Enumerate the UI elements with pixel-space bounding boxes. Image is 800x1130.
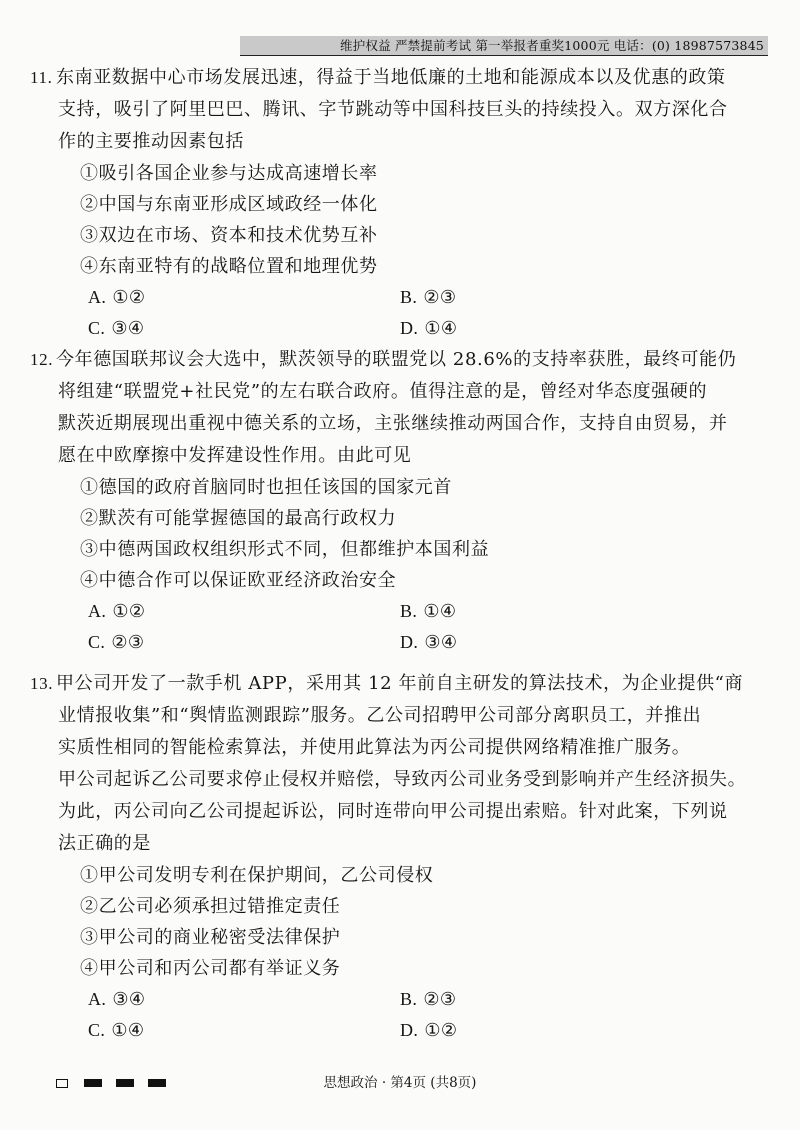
statement: ②默茨有可能掌握德国的最高行政权力 (80, 508, 397, 529)
option-d[interactable]: D. ①② (400, 1020, 458, 1041)
options-row (58, 627, 760, 658)
question-stem-line: 13. 甲公司开发了一款手机 APP，采用其 12 年前自主研发的算法技术，为企业提供“商 (58, 668, 760, 700)
options-row (58, 282, 760, 313)
option-a[interactable]: A. ①② (88, 287, 146, 308)
options-row (58, 984, 760, 1015)
statement: ①吸引各国企业参与达成高速增长率 (80, 163, 378, 184)
option-c[interactable]: C. ③④ (88, 318, 145, 339)
statement: ②中国与东南亚形成区域政经一体化 (80, 194, 378, 215)
scan-marker (84, 1079, 102, 1087)
option-a[interactable]: A. ①② (88, 601, 146, 622)
option-c[interactable]: C. ②③ (88, 632, 145, 653)
statement: ③中德两国政权组织形式不同，但都维护本国利益 (80, 539, 490, 560)
statement: ③双边在市场、资本和技术优势互补 (80, 225, 378, 246)
option-b[interactable]: B. ①④ (400, 601, 457, 622)
question-stem-line: 12. 今年德国联邦议会大选中，默茨领导的联盟党以 28.6%的支持率获胜，最终可能仍 (58, 344, 760, 376)
scan-marker-hollow (56, 1079, 68, 1088)
question-number: 11. (30, 68, 53, 87)
options-row (58, 596, 760, 627)
question-stem-line: 实质性相同的智能检索算法，并使用此算法为丙公司提供网络精准推广服务。 (58, 737, 691, 758)
question-stem-line: 支持，吸引了阿里巴巴、腾讯、字节跳动等中国科技巨头的持续投入。双方深化合 (58, 99, 728, 120)
page-header-banner: 维护权益 严禁提前考试 第一举报者重奖1000元 电话：(0) 18987573845 (240, 36, 768, 56)
statement: ②乙公司必须承担过错推定责任 (80, 896, 341, 917)
options-row (58, 313, 760, 344)
question-13 (30, 668, 760, 1046)
page-footer (0, 1072, 800, 1094)
options-row (58, 1015, 760, 1046)
question-stem-line: 11. 东南亚数据中心市场发展迅速，得益于当地低廉的土地和能源成本以及优惠的政策 (58, 62, 760, 94)
question-number: 13. (30, 674, 54, 693)
statement: ①德国的政府首脑同时也担任该国的国家元首 (80, 477, 452, 498)
option-b[interactable]: B. ②③ (400, 287, 457, 308)
scan-marker (148, 1079, 166, 1087)
statement: ①甲公司发明专利在保护期间，乙公司侵权 (80, 865, 434, 886)
page-number: 思想政治 · 第4页 (共8页) (323, 1075, 477, 1091)
question-stem-line: 作的主要推动因素包括 (58, 131, 244, 152)
question-stem-line: 默茨近期展现出重视中德关系的立场，主张继续推动两国合作，支持自由贸易，并 (58, 413, 728, 434)
question-stem-line: 愿在中欧摩擦中发挥建设性作用。由此可见 (58, 445, 412, 466)
option-d[interactable]: D. ①④ (400, 318, 458, 339)
statement: ③甲公司的商业秘密受法律保护 (80, 927, 341, 948)
question-stem-line: 法正确的是 (58, 833, 151, 854)
question-stem-line: 为此，丙公司向乙公司提起诉讼，同时连带向甲公司提出索赔。针对此案，下列说 (58, 801, 728, 822)
scan-marker (116, 1079, 134, 1087)
question-stem-line: 甲公司起诉乙公司要求停止侵权并赔偿，导致丙公司业务受到影响并产生经济损失。 (58, 769, 747, 790)
question-stem-line: 将组建“联盟党+社民党”的左右联合政府。值得注意的是，曾经对华态度强硬的 (58, 381, 708, 402)
statement: ④中德合作可以保证欧亚经济政治安全 (80, 570, 397, 591)
statement: ④东南亚特有的战略位置和地理优势 (80, 256, 378, 277)
option-b[interactable]: B. ②③ (400, 989, 457, 1010)
option-a[interactable]: A. ③④ (88, 989, 146, 1010)
statement: ④甲公司和丙公司都有举证义务 (80, 958, 341, 979)
question-stem-line: 业情报收集”和“舆情监测跟踪”服务。乙公司招聘甲公司部分离职员工，并推出 (58, 705, 702, 726)
question-12 (30, 344, 760, 658)
question-number: 12. (30, 350, 54, 369)
option-c[interactable]: C. ①④ (88, 1020, 145, 1041)
question-11 (30, 62, 760, 344)
option-d[interactable]: D. ③④ (400, 632, 458, 653)
